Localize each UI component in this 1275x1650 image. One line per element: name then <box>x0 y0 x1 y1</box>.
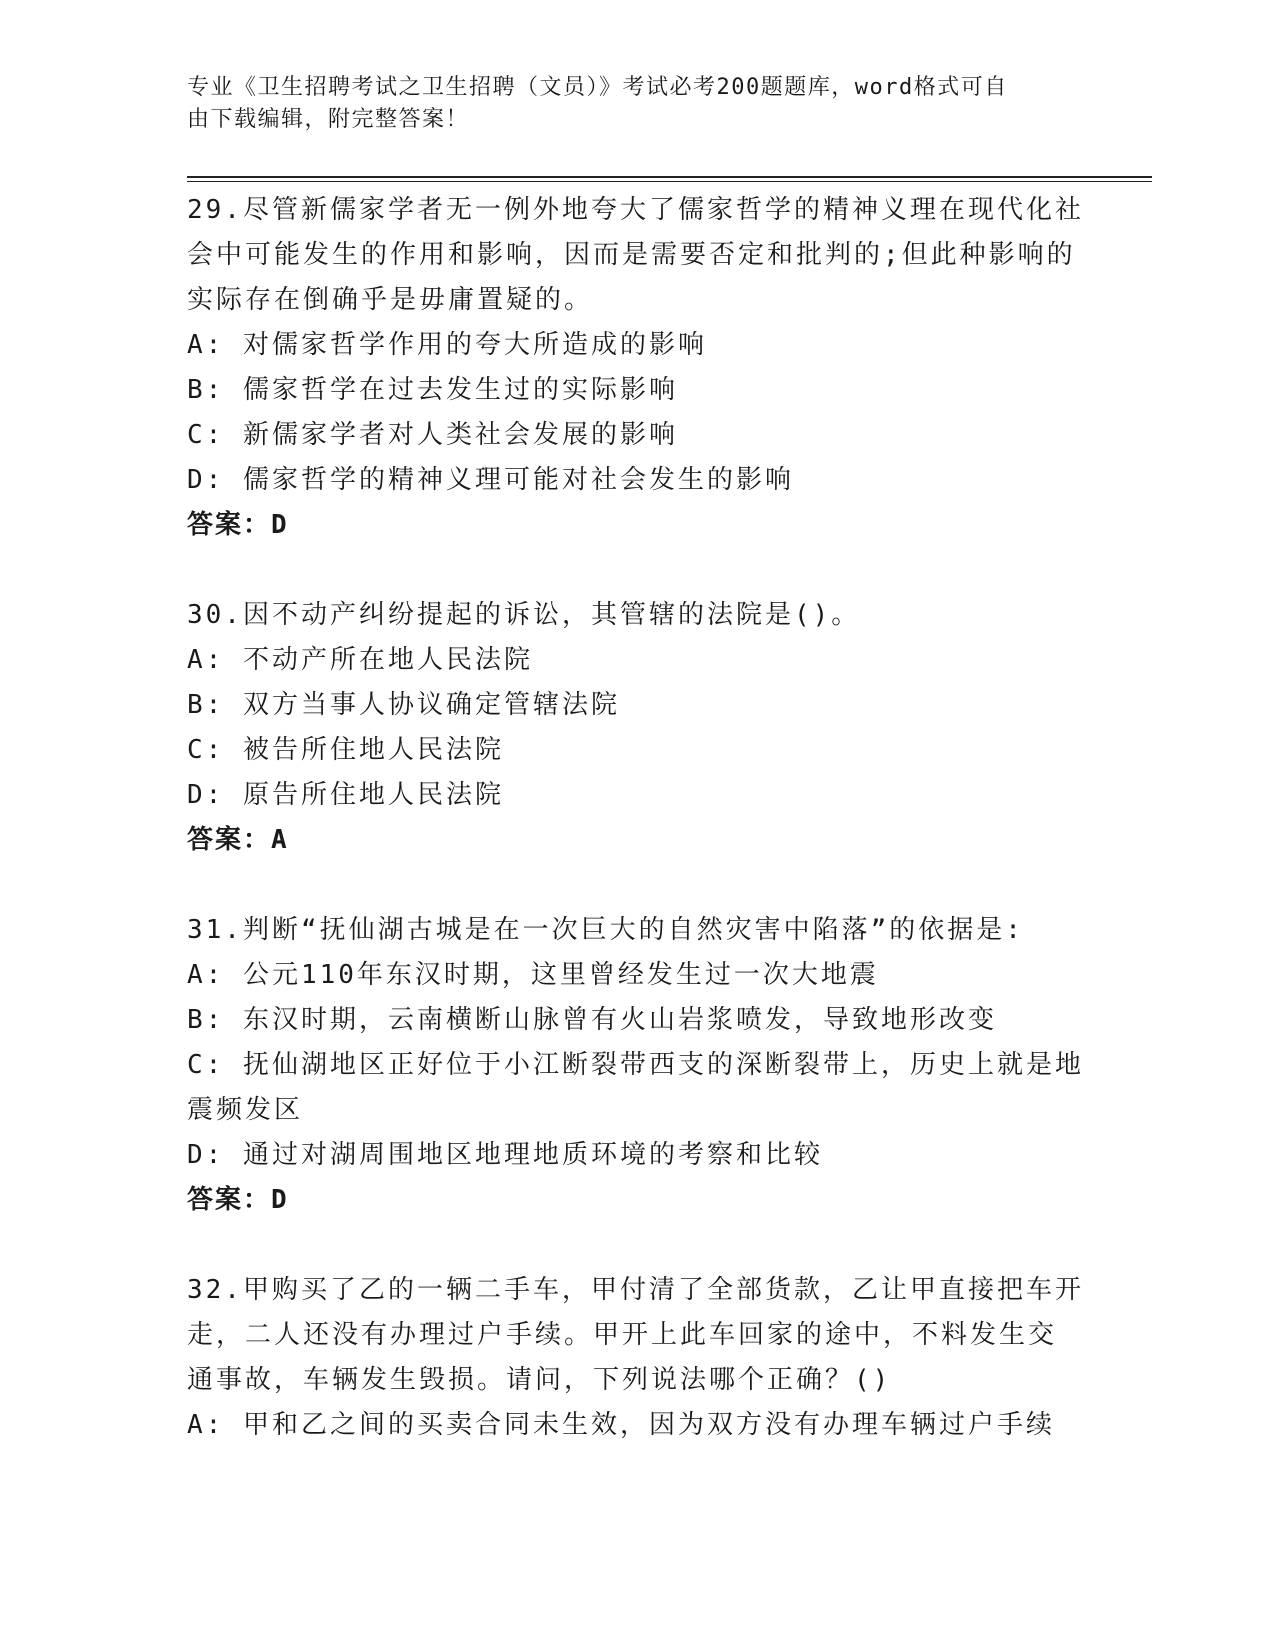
option-d: D: 原告所住地人民法院 <box>187 780 504 810</box>
question-stem-line: 32.甲购买了乙的一辆二手车，甲付清了全部货款，乙让甲直接把车开 <box>187 1275 1084 1305</box>
question-stem-line: 通事故，车辆发生毁损。请问，下列说法哪个正确？() <box>187 1365 892 1395</box>
question-list <box>187 188 1087 1448</box>
header-divider-thin <box>187 181 1152 182</box>
option-a: A: 不动产所在地人民法院 <box>187 645 533 675</box>
option-b: B: 双方当事人协议确定管辖法院 <box>187 690 620 720</box>
option-a: A: 对儒家哲学作用的夸大所造成的影响 <box>187 330 707 360</box>
option-c-continued: 震频发区 <box>187 1095 304 1125</box>
answer-label: 答案：D <box>187 510 289 540</box>
question-32 <box>187 1268 1087 1448</box>
header-line-2: 由下载编辑，附完整答案！ <box>187 107 470 132</box>
question-stem-line: 29.尽管新儒家学者无一例外地夸大了儒家哲学的精神义理在现代化社 <box>187 195 1084 225</box>
question-30 <box>187 593 1087 863</box>
option-b: B: 东汉时期，云南横断山脉曾有火山岩浆喷发，导致地形改变 <box>187 1005 997 1035</box>
question-29 <box>187 188 1087 548</box>
spacer <box>187 863 1087 908</box>
header-divider-thick <box>187 176 1152 178</box>
header-line-1: 专业《卫生招聘考试之卫生招聘（文员）》考试必考200题题库，word格式可自 <box>187 75 1008 100</box>
document-header <box>187 72 1067 136</box>
option-d: D: 儒家哲学的精神义理可能对社会发生的影响 <box>187 465 794 495</box>
option-a: A: 公元110年东汉时期，这里曾经发生过一次大地震 <box>187 960 879 990</box>
option-c: C: 新儒家学者对人类社会发展的影响 <box>187 420 678 450</box>
question-stem-line: 会中可能发生的作用和影响，因而是需要否定和批判的;但此种影响的 <box>187 240 1076 270</box>
option-c: C: 被告所住地人民法院 <box>187 735 504 765</box>
option-a: A: 甲和乙之间的买卖合同未生效，因为双方没有办理车辆过户手续 <box>187 1410 1055 1440</box>
question-stem-line: 30.因不动产纠纷提起的诉讼，其管辖的法院是()。 <box>187 600 861 630</box>
answer-label: 答案：D <box>187 1185 289 1215</box>
spacer <box>187 1223 1087 1268</box>
option-b: B: 儒家哲学在过去发生过的实际影响 <box>187 375 678 405</box>
question-stem-line: 31.判断“抚仙湖古城是在一次巨大的自然灾害中陷落”的依据是: <box>187 915 1024 945</box>
question-stem-line: 实际存在倒确乎是毋庸置疑的。 <box>187 285 594 315</box>
question-stem-line: 走，二人还没有办理过户手续。甲开上此车回家的途中，不料发生交 <box>187 1320 1058 1350</box>
option-d: D: 通过对湖周围地区地理地质环境的考察和比较 <box>187 1140 823 1170</box>
question-31 <box>187 908 1087 1223</box>
option-c: C: 抚仙湖地区正好位于小江断裂带西支的深断裂带上，历史上就是地 <box>187 1050 1084 1080</box>
answer-label: 答案：A <box>187 825 289 855</box>
spacer <box>187 548 1087 593</box>
